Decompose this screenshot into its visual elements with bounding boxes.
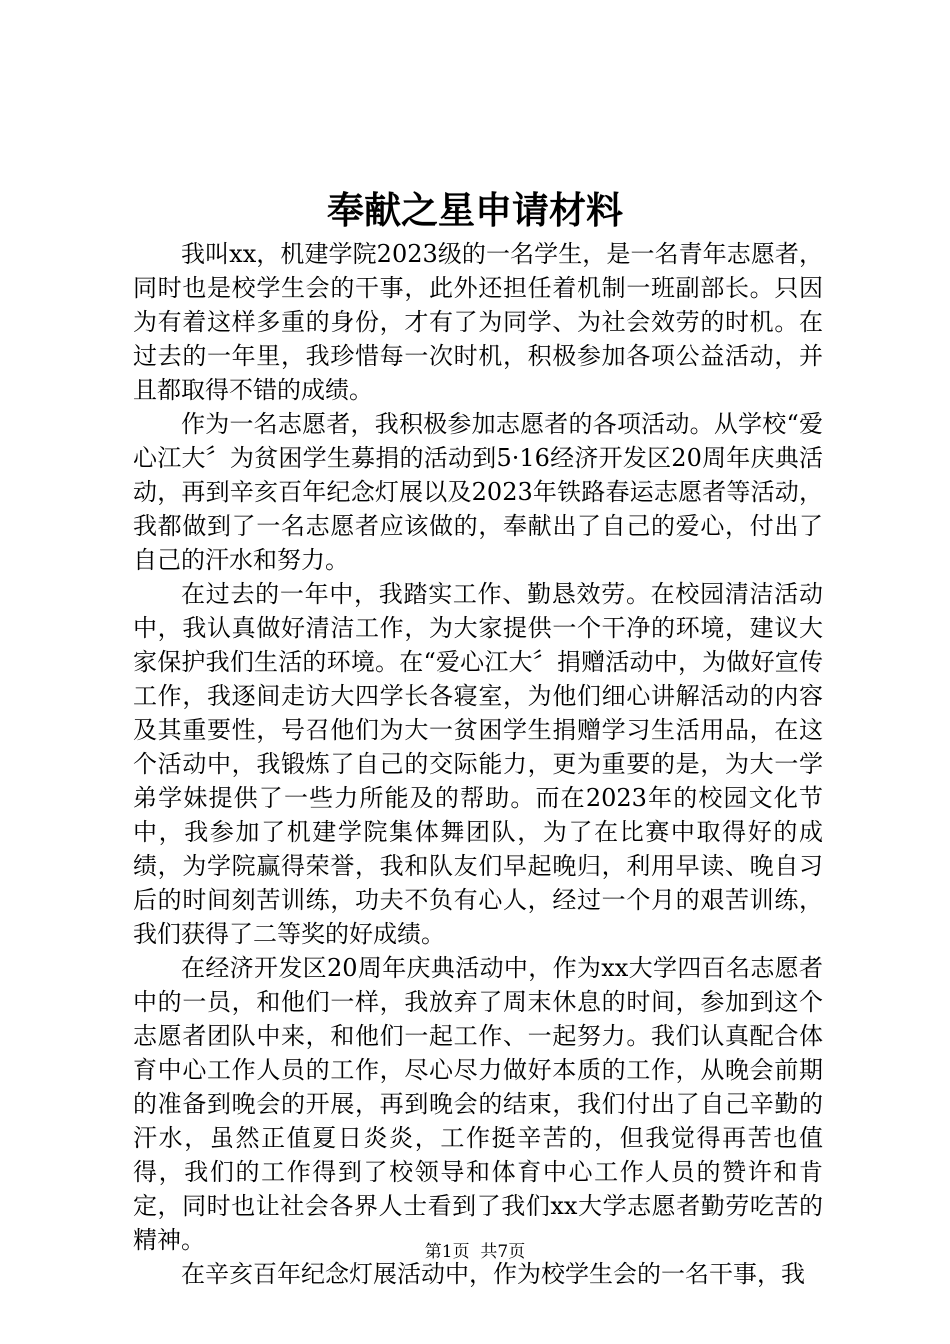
paragraph: 在过去的一年中，我踏实工作、勤恳效劳。在校园清洁活动中，我认真做好清洁工作，为大家提供一个干净的环境，建议大家保护我们生活的环境。在“爱心江大〞捐赠活动中，为做好宣传工作，我逐间走访大四学长各寝室，为他们细心讲解活动的内容及其重要性，号召他们为大一贫困学生捐赠学习生活用品，在这个活动中，我锻炼了自己的交际能力，更为重要的是，为大一学弟学妹提供了一些力所能及的帮助。而在2023年的校园文化节中，我参加了机建学院集体舞团队，为了在比赛中取得好的成绩，为学院赢得荣誉，我和队友们早起晚归，利用早读、晚自习后的时间刻苦训练，功夫不负有心人，经过一个月的艰苦训练，我们获得了二等奖的好成绩。 xyxy=(133,580,823,948)
document-body xyxy=(133,237,823,1291)
page-footer xyxy=(0,1240,950,1264)
paragraph: 在辛亥百年纪念灯展活动中，作为校学生会的一名干事，我 xyxy=(181,1260,805,1288)
paragraph: 我叫xx，机建学院2023级的一名学生，是一名青年志愿者，同时也是校学生会的干事，此外还担任着机制一班副部长。只因为有着这样多重的身份，才有了为同学、为社会效劳的时机。在过去的一年里，我珍惜每一次时机，积极参加各项公益活动，并且都取得不错的成绩。 xyxy=(133,240,823,404)
paragraph: 在经济开发区20周年庆典活动中，作为xx大学四百名志愿者中的一员，和他们一样，我放弃了周末休息的时间，参加到这个志愿者团队中来，和他们一起工作、一起努力。我们认真配合体育中心工作人员的工作，尽心尽力做好本质的工作，从晚会前期的准备到晚会的开展，再到晚会的结束，我们付出了自己辛勤的汗水，虽然正值夏日炎炎，工作挺辛苦的，但我觉得再苦也值得，我们的工作得到了校领导和体育中心工作人员的赞许和肯定，同时也让社会各界人士看到了我们xx大学志愿者勤劳吃苦的精神。 xyxy=(133,954,823,1254)
page-total: 共7页 xyxy=(480,1242,526,1262)
page-number: 第1页 xyxy=(424,1242,470,1262)
document-title: 奉献之星申请材料 xyxy=(327,188,623,232)
paragraph: 作为一名志愿者，我积极参加志愿者的各项活动。从学校“爱心江大〞为贫困学生募捐的活动到5·16经济开发区20周年庆典活动，再到辛亥百年纪念灯展以及2023年铁路春运志愿者等活动，我都做到了一名志愿者应该做的，奉献出了自己的爱心，付出了自己的汗水和努力。 xyxy=(133,410,823,574)
